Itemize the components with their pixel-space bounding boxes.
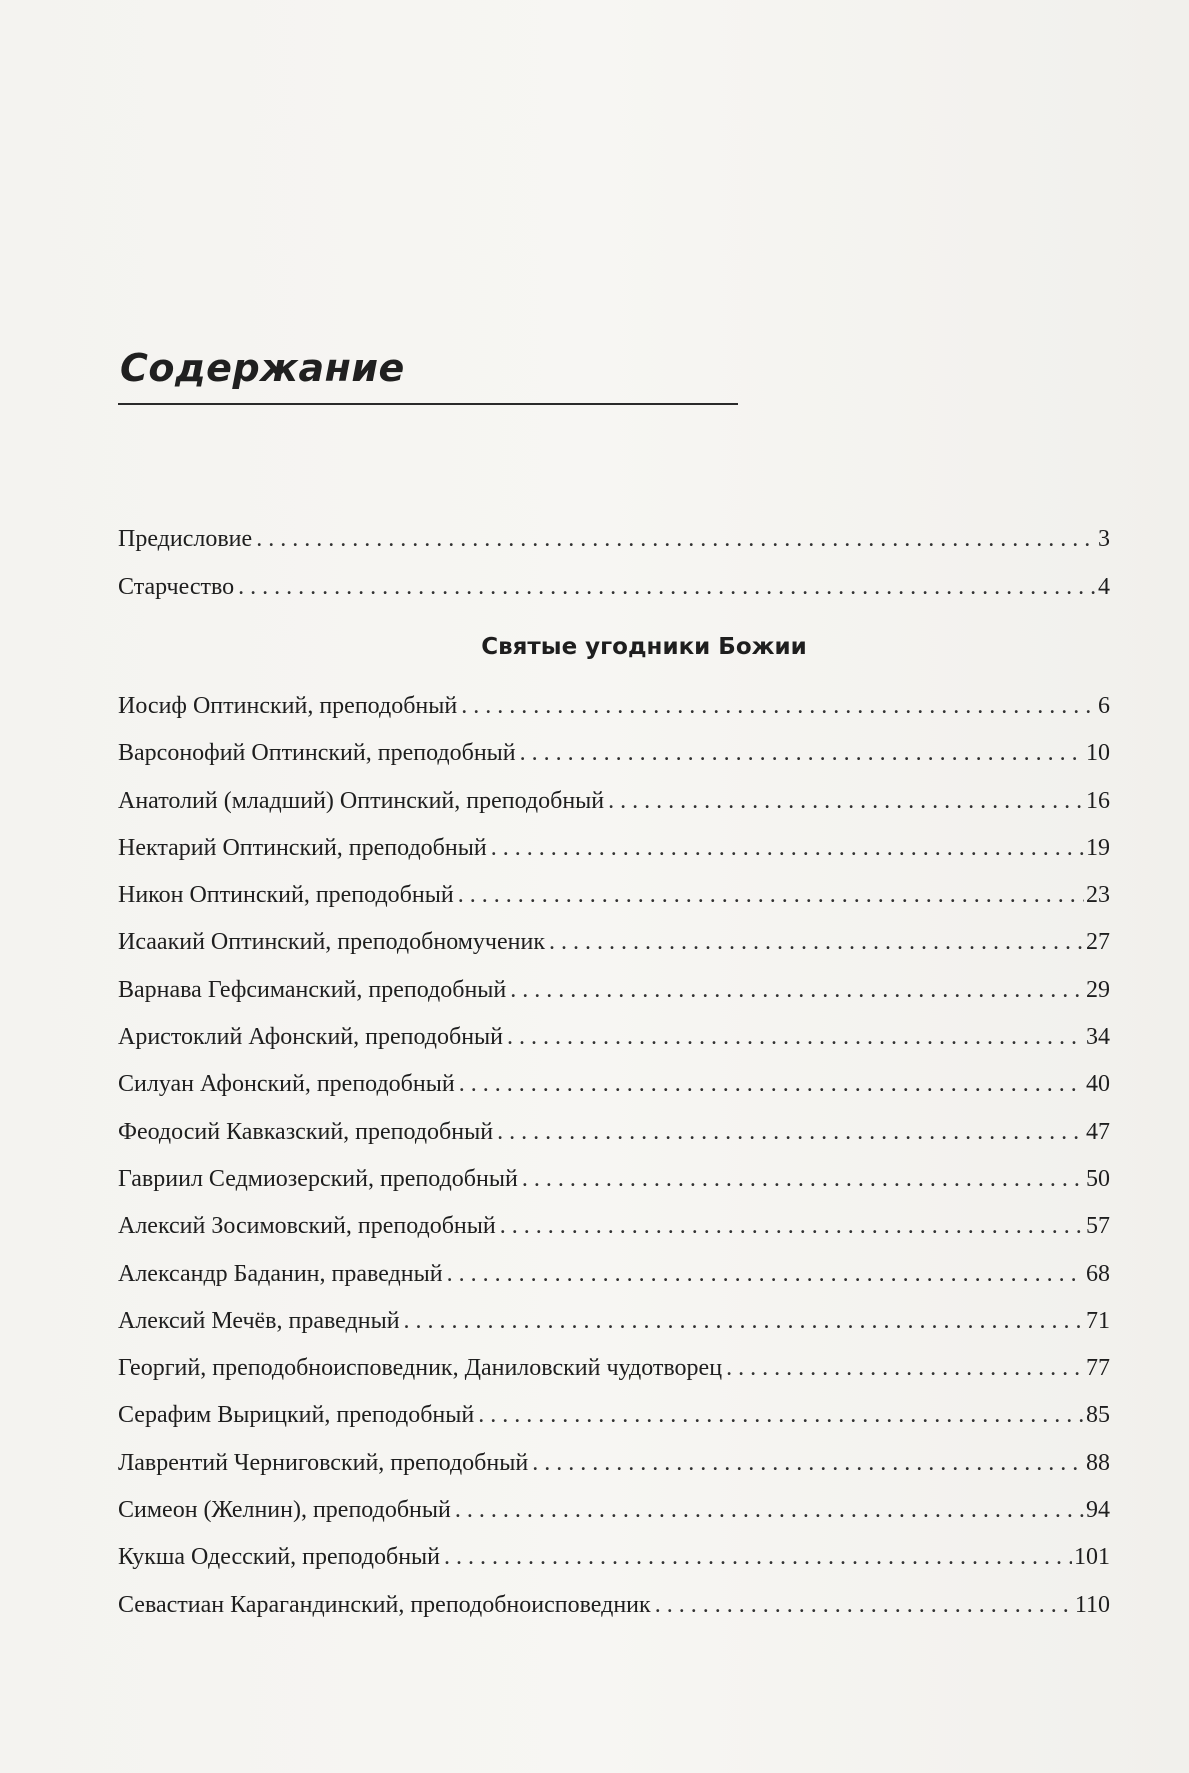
- entry-page-number: 3: [1098, 526, 1110, 552]
- toc-entry: [118, 730, 1110, 777]
- entry-page-number: 27: [1086, 929, 1110, 956]
- toc-entry: [118, 1061, 1110, 1108]
- entry-title: Гавриил Седмиозерский, преподобный: [118, 1165, 518, 1192]
- entry-title: Аристоклий Афонский, преподобный: [118, 1024, 504, 1051]
- entry-title: Исаакий Оптинский, преподобномученик: [118, 929, 545, 956]
- entry-title: Варнава Гефсиманский, преподобный: [118, 976, 507, 1003]
- entries-list: [118, 683, 1110, 1629]
- dot-leader: [532, 1440, 1084, 1487]
- entry-page-number: 71: [1086, 1307, 1110, 1334]
- entry-title: Кукша Одесский, преподобный: [118, 1544, 441, 1571]
- dot-leader: [726, 1345, 1084, 1392]
- entry-page-number: 68: [1086, 1260, 1110, 1287]
- toc-entry: [118, 1014, 1110, 1061]
- dot-leader: [404, 1298, 1084, 1345]
- entry-page-number: 88: [1086, 1449, 1110, 1476]
- dot-leader: [447, 1251, 1084, 1298]
- entry-title: Нектарий Оптинский, преподобный: [118, 834, 487, 861]
- dot-leader: [458, 872, 1084, 919]
- entry-page-number: 50: [1086, 1165, 1110, 1192]
- entry-title: Анатолий (младший) Оптинский, преподобный: [118, 787, 605, 814]
- toc-entry: [118, 1487, 1110, 1534]
- dot-leader: [522, 1156, 1084, 1203]
- dot-leader: [497, 1109, 1084, 1156]
- front-matter-list: [118, 515, 1110, 611]
- section-heading: Святые угодники Божии: [481, 634, 807, 660]
- dot-leader: [256, 515, 1096, 563]
- dot-leader: [549, 919, 1084, 966]
- entry-title: Феодосий Кавказский, преподобный: [118, 1118, 494, 1145]
- dot-leader: [608, 778, 1084, 825]
- table-of-contents: [118, 515, 1110, 1629]
- toc-entry: [118, 1534, 1110, 1581]
- entry-title: Никон Оптинский, преподобный: [118, 882, 454, 909]
- entry-page-number: 23: [1086, 882, 1110, 909]
- dot-leader: [461, 683, 1096, 730]
- toc-entry: [118, 1345, 1110, 1392]
- dot-leader: [491, 825, 1084, 872]
- entry-page-number: 57: [1086, 1213, 1110, 1240]
- entry-page-number: 16: [1086, 787, 1110, 814]
- entry-title: Старчество: [118, 574, 235, 600]
- dot-leader: [455, 1487, 1084, 1534]
- toc-entry: [118, 778, 1110, 825]
- entry-title: Севастиан Карагандинский, преподобноисповедник: [118, 1591, 651, 1618]
- entry-page-number: 101: [1074, 1544, 1110, 1571]
- dot-leader: [520, 730, 1084, 777]
- entry-page-number: 110: [1074, 1591, 1110, 1618]
- toc-entry: [118, 1203, 1110, 1250]
- toc-entry: [118, 563, 1110, 611]
- toc-entry: [118, 683, 1110, 730]
- entry-page-number: 47: [1086, 1118, 1110, 1145]
- dot-leader: [500, 1203, 1084, 1250]
- entry-title: Алексий Мечёв, праведный: [118, 1307, 400, 1334]
- toc-entry: [118, 1298, 1110, 1345]
- entry-title: Предисловие: [118, 526, 253, 552]
- toc-entry: [118, 1582, 1110, 1629]
- entry-page-number: 77: [1086, 1355, 1110, 1382]
- toc-entry: [118, 1440, 1110, 1487]
- toc-entry: [118, 515, 1110, 563]
- toc-entry: [118, 1392, 1110, 1439]
- entry-page-number: 29: [1086, 976, 1110, 1003]
- title-underline: [118, 403, 738, 405]
- dot-leader: [655, 1582, 1073, 1629]
- entry-title: Симеон (Желнин), преподобный: [118, 1497, 451, 1524]
- dot-leader: [238, 563, 1096, 611]
- toc-entry: [118, 1109, 1110, 1156]
- entry-title: Алексий Зосимовский, преподобный: [118, 1213, 496, 1240]
- entry-title: Георгий, преподобноисповедник, Даниловский чудотворец: [118, 1355, 723, 1382]
- toc-entry: [118, 1156, 1110, 1203]
- entry-page-number: 85: [1086, 1402, 1110, 1429]
- entry-title: Серафим Вырицкий, преподобный: [118, 1402, 475, 1429]
- entry-title: Варсонофий Оптинский, преподобный: [118, 740, 516, 767]
- toc-entry: [118, 967, 1110, 1014]
- entry-page-number: 40: [1086, 1071, 1110, 1098]
- page-title: Содержание: [120, 346, 405, 390]
- dot-leader: [510, 967, 1084, 1014]
- toc-entry: [118, 872, 1110, 919]
- entry-title: Лаврентий Черниговский, преподобный: [118, 1449, 529, 1476]
- toc-entry: [118, 1251, 1110, 1298]
- dot-leader: [459, 1061, 1084, 1108]
- entry-title: Силуан Афонский, преподобный: [118, 1071, 455, 1098]
- toc-entry: [118, 919, 1110, 966]
- dot-leader: [478, 1392, 1084, 1439]
- entry-page-number: 10: [1086, 740, 1110, 767]
- entry-page-number: 34: [1086, 1024, 1110, 1051]
- entry-page-number: 6: [1098, 693, 1110, 719]
- dot-leader: [444, 1534, 1072, 1581]
- entry-title: Иосиф Оптинский, преподобный: [118, 693, 458, 719]
- dot-leader: [507, 1014, 1084, 1061]
- entry-title: Александр Баданин, праведный: [118, 1260, 443, 1287]
- entry-page-number: 4: [1098, 574, 1110, 600]
- toc-entry: [118, 825, 1110, 872]
- entry-page-number: 94: [1086, 1497, 1110, 1524]
- entry-page-number: 19: [1086, 834, 1110, 861]
